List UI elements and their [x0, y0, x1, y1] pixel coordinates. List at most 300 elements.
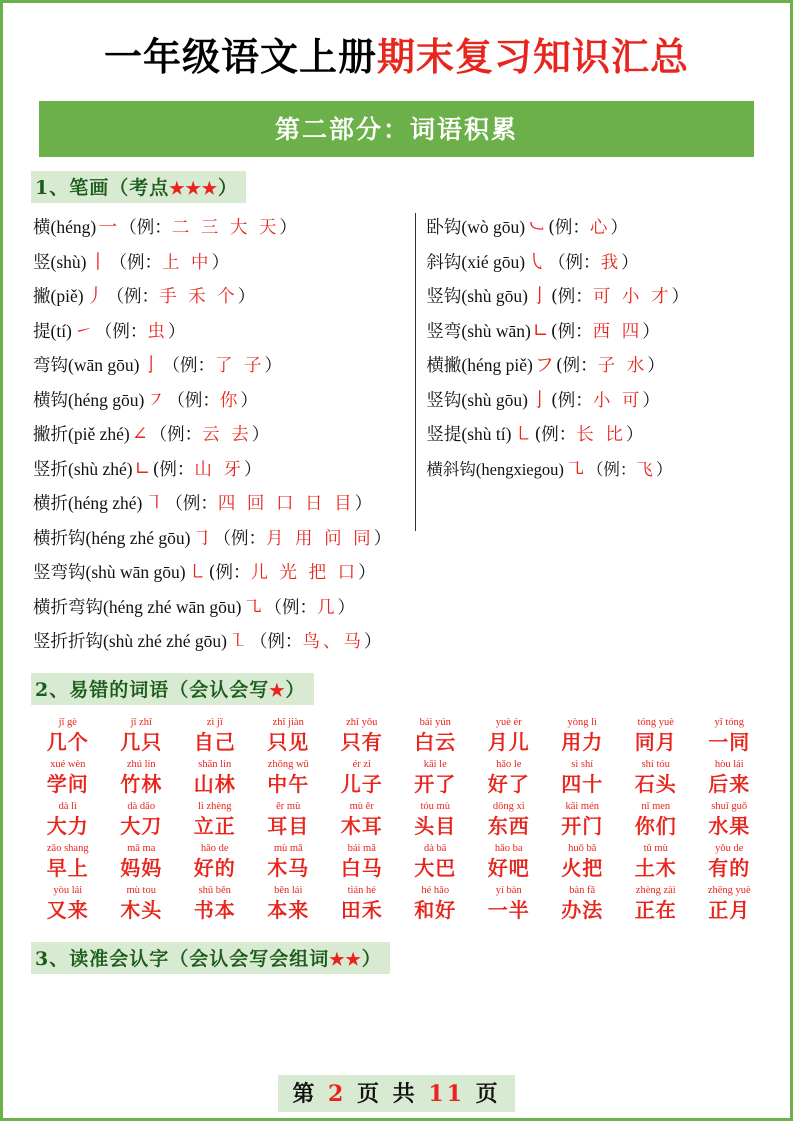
example-chars: 长 比: [576, 425, 626, 446]
word-hanzi: 木马: [267, 856, 310, 881]
word-hanzi: 几只: [120, 730, 163, 755]
stroke-name: 竖: [33, 252, 51, 273]
word-cell: [31, 843, 105, 882]
stroke-pinyin: (shù gōu): [461, 389, 528, 410]
word-pinyin: hǎo de: [200, 843, 229, 855]
word-cell: [325, 801, 399, 840]
word-hanzi: 和好: [414, 898, 457, 923]
word-cell: [105, 885, 179, 924]
word-hanzi: 土木: [634, 856, 677, 881]
heading-confusable-end: ）: [285, 679, 306, 702]
word-cell: [619, 759, 693, 798]
word-pinyin: tǔ mù: [643, 843, 668, 855]
word-pinyin: ěr mù: [276, 801, 301, 813]
word-cell: [178, 885, 252, 924]
heading-confusable-stars: ★: [269, 681, 286, 702]
example-close: ）: [240, 390, 258, 411]
stroke-pinyin: (xié gōu): [461, 251, 526, 272]
stroke-name: 竖弯钩: [33, 563, 86, 584]
example-open: (例：: [548, 218, 590, 239]
stroke-name: 卧钩: [426, 218, 462, 239]
example-open: (例：: [550, 287, 593, 308]
example-open: (例：: [152, 459, 195, 480]
example-open: （例：: [106, 287, 160, 308]
stroke-glyph: 亅: [141, 354, 161, 377]
word-pinyin: kāi le: [423, 759, 447, 771]
word-pinyin: dōng xi: [492, 801, 525, 813]
stroke-glyph: ㇄: [187, 561, 207, 584]
stroke-pinyin: (hengxiegou): [475, 459, 564, 479]
stroke-row: [33, 314, 408, 349]
example-chars: 西 四: [592, 321, 643, 342]
example-close: ）: [243, 459, 262, 480]
word-cell: [178, 759, 252, 798]
word-hanzi: 你们: [634, 814, 677, 839]
word-hanzi: 好了: [487, 772, 530, 797]
stroke-pinyin: (héng zhé wān gōu): [103, 596, 242, 617]
stroke-row: [426, 418, 766, 453]
word-pinyin: zǎo shang: [46, 843, 89, 855]
word-pinyin: sì shí: [571, 759, 594, 771]
stroke-name: 竖折: [33, 459, 68, 480]
word-cell: [105, 801, 179, 840]
example-open: (例：: [550, 390, 593, 411]
stroke-pinyin: (piě): [50, 286, 84, 307]
stroke-pinyin: (shù zhé): [68, 458, 133, 479]
example-close: ）: [642, 390, 660, 411]
stroke-name: 竖弯: [426, 321, 462, 342]
example-chars: 了 子: [214, 356, 265, 377]
example-close: ）: [625, 425, 644, 446]
word-cell: [325, 885, 399, 924]
stroke-row: [426, 349, 766, 384]
example-chars: 虫: [147, 321, 168, 342]
word-pinyin: yòng lì: [567, 717, 597, 729]
word-hanzi: 正在: [634, 898, 677, 923]
word-cell: [105, 759, 179, 798]
stroke-name: 斜钩: [426, 252, 462, 273]
word-pinyin: yǒu de: [715, 843, 744, 855]
stroke-pinyin: (héng zhé): [68, 493, 143, 514]
stroke-row: [33, 418, 408, 453]
footer-middle: 页 共: [357, 1081, 418, 1107]
word-cell: [105, 717, 179, 756]
word-pinyin: nǐ men: [641, 801, 671, 813]
example-open: (例：: [555, 356, 598, 377]
stroke-pinyin: (shù gōu): [461, 286, 528, 307]
word-cell: [472, 759, 546, 798]
stroke-row: [33, 452, 408, 487]
word-cell: [546, 717, 620, 756]
word-hanzi: 东西: [487, 814, 530, 839]
page-content: [3, 3, 790, 1118]
stroke-row: [426, 383, 766, 418]
example-chars: 山 牙: [194, 459, 244, 480]
stroke-row: [33, 245, 408, 280]
example-chars: 子 水: [597, 356, 648, 377]
stroke-glyph: ∟: [134, 457, 151, 480]
word-pinyin: yī tóng: [714, 717, 744, 729]
example-open: （例：: [119, 218, 172, 239]
word-pinyin: kāi mén: [565, 801, 600, 813]
stroke-pinyin: (shù wān gōu): [85, 562, 186, 583]
example-chars: 心: [589, 218, 611, 239]
stroke-pinyin: (héng gōu): [68, 389, 145, 410]
stroke-pinyin: (piě zhé): [68, 424, 130, 445]
stroke-glyph: ㇀: [73, 319, 93, 342]
example-close: ）: [337, 597, 356, 618]
stroke-name: 竖钩: [426, 390, 462, 411]
word-cell: [178, 801, 252, 840]
word-cell: [399, 759, 473, 798]
word-hanzi: 后来: [708, 772, 751, 797]
word-cell: [178, 843, 252, 882]
word-pinyin: jǐ gè: [58, 717, 77, 729]
word-cell: [472, 885, 546, 924]
word-pinyin: xué wèn: [50, 759, 86, 771]
example-close: ）: [237, 287, 256, 308]
word-hanzi: 立正: [193, 814, 236, 839]
stroke-glyph: ㇕: [144, 492, 164, 515]
footer-current-page: 2: [328, 1081, 347, 1107]
stroke-pinyin: (shù): [50, 251, 87, 272]
word-cell: [619, 843, 693, 882]
word-hanzi: 田禾: [340, 898, 383, 923]
heading-recognize-stars: ★★: [329, 950, 362, 971]
example-open: （例：: [149, 425, 203, 446]
word-cell: [693, 843, 767, 882]
footer-total-pages: 11: [428, 1081, 465, 1107]
word-hanzi: 中午: [267, 772, 310, 797]
example-close: ）: [211, 252, 230, 273]
word-hanzi: 大力: [46, 814, 89, 839]
word-cell: [546, 759, 620, 798]
word-pinyin: lì zhèng: [197, 801, 232, 813]
stroke-row: [33, 349, 408, 384]
word-hanzi: 本来: [267, 898, 310, 923]
word-cell: [399, 885, 473, 924]
strokes-right-column: [408, 211, 766, 487]
word-pinyin: zhǐ jiàn: [272, 717, 304, 729]
word-hanzi: 山林: [193, 772, 236, 797]
section-banner: 第二部分：词语积累: [39, 101, 754, 157]
word-pinyin: tóu mù: [420, 801, 450, 813]
word-pinyin: huǒ bǎ: [568, 843, 597, 855]
word-pinyin: yuè ér: [495, 717, 522, 729]
example-close: ）: [358, 563, 376, 584]
word-hanzi: 头目: [414, 814, 457, 839]
word-cell: [399, 843, 473, 882]
word-cell: [399, 717, 473, 756]
word-pinyin: shí tóu: [641, 759, 670, 771]
stroke-name: 撇折: [33, 425, 68, 446]
stroke-name: 竖钩: [426, 287, 462, 308]
example-close: ）: [264, 356, 283, 377]
word-pinyin: yòu lái: [53, 885, 83, 897]
strokes-columns: [33, 211, 766, 487]
word-cell: [693, 759, 767, 798]
example-chars: 云 去: [202, 425, 252, 446]
word-pinyin: shū běn: [198, 885, 231, 897]
footer-prefix: 第: [292, 1081, 318, 1107]
word-pinyin: mù tou: [126, 885, 156, 897]
word-cell: [693, 801, 767, 840]
example-open: （例：: [162, 356, 215, 377]
word-cell: [619, 717, 693, 756]
word-cell: [693, 717, 767, 756]
example-close: ）: [354, 494, 373, 515]
word-cell: [472, 717, 546, 756]
word-pinyin: běn lái: [274, 885, 303, 897]
example-chars: 我: [600, 252, 622, 273]
word-hanzi: 白马: [340, 856, 383, 881]
word-cell: [693, 885, 767, 924]
example-close: ）: [251, 425, 270, 446]
word-cell: [399, 801, 473, 840]
word-cell: [105, 843, 179, 882]
word-hanzi: 开了: [414, 772, 457, 797]
stroke-glyph: ㇈: [565, 457, 585, 480]
stroke-name: 横折: [33, 494, 68, 515]
example-chars: 几: [317, 597, 338, 618]
example-chars: 飞: [636, 459, 656, 479]
example-open: （例：: [264, 597, 318, 618]
strokes-full-width-rows: [33, 487, 766, 660]
stroke-glyph: 丨: [88, 250, 108, 273]
word-hanzi: 又来: [46, 898, 89, 923]
example-close: ）: [363, 632, 382, 653]
word-cell: [252, 801, 326, 840]
example-open: （例：: [586, 459, 637, 479]
word-hanzi: 木头: [120, 898, 163, 923]
stroke-glyph: ㇆: [192, 526, 212, 549]
word-pinyin: zhōng wǔ: [267, 759, 309, 771]
stroke-glyph: 亅: [529, 285, 549, 308]
title-black-part: 一年级语文上册: [103, 34, 377, 79]
word-hanzi: 耳目: [267, 814, 310, 839]
word-cell: [472, 843, 546, 882]
example-chars: 鸟、马: [302, 632, 364, 653]
stroke-glyph: 一: [98, 216, 118, 239]
word-cell: [178, 717, 252, 756]
word-pinyin: hǎo ba: [494, 843, 523, 855]
word-pinyin: tóng yuè: [637, 717, 674, 729]
stroke-pinyin: (wò gōu): [461, 217, 526, 238]
word-pinyin: mù ěr: [349, 801, 374, 813]
word-hanzi: 有的: [708, 856, 751, 881]
footer-suffix: 页: [475, 1081, 501, 1107]
word-hanzi: 只见: [267, 730, 310, 755]
page-title: [27, 35, 766, 79]
word-pinyin: dà lì: [58, 801, 77, 813]
word-pinyin: bái mǎ: [347, 843, 376, 855]
page-footer: [3, 1075, 790, 1112]
word-hanzi: 一半: [487, 898, 530, 923]
heading-confusable-label: 2、易错的词语（会认会写: [35, 679, 270, 702]
example-close: ）: [167, 321, 186, 342]
stroke-pinyin: (héng zhé gōu): [85, 527, 191, 548]
stroke-row: [426, 280, 766, 315]
stroke-glyph: 丿: [85, 285, 105, 308]
word-hanzi: 用力: [561, 730, 604, 755]
heading-strokes-stars: ★★★: [169, 178, 218, 199]
word-pinyin: zì jǐ: [206, 717, 223, 729]
word-hanzi: 石头: [634, 772, 677, 797]
word-hanzi: 早上: [46, 856, 89, 881]
word-cell: [252, 885, 326, 924]
stroke-name: 撇: [33, 287, 51, 308]
example-open: （例：: [109, 252, 162, 273]
stroke-row: [33, 280, 408, 315]
stroke-name: 横折钩: [33, 528, 86, 549]
heading-strokes: [31, 171, 246, 203]
word-pinyin: dà dāo: [127, 801, 156, 813]
word-pinyin: bái yún: [419, 717, 451, 729]
example-chars: 小 可: [592, 390, 643, 411]
word-cell: [31, 717, 105, 756]
word-hanzi: 大巴: [414, 856, 457, 881]
example-close: ）: [610, 218, 628, 239]
word-hanzi: 几个: [46, 730, 89, 755]
stroke-name: 横钩: [33, 390, 68, 411]
example-open: (例：: [534, 425, 577, 446]
stroke-pinyin: (shù tí): [461, 424, 512, 445]
heading-recognize-characters: [31, 942, 390, 974]
stroke-glyph: ∟: [532, 319, 549, 342]
stroke-glyph: ㇅: [228, 630, 248, 653]
stroke-row: [426, 245, 766, 280]
heading-strokes-label: 1、笔画（考点: [35, 176, 170, 199]
stroke-row: [33, 211, 408, 246]
word-hanzi: 火把: [561, 856, 604, 881]
word-hanzi: 好的: [193, 856, 236, 881]
word-hanzi: 一同: [708, 730, 751, 755]
stroke-name: 提: [33, 321, 51, 342]
stroke-glyph: ㇈: [243, 595, 263, 618]
word-cell: [252, 717, 326, 756]
stroke-row: [33, 556, 766, 591]
word-pinyin: zhú lín: [126, 759, 156, 771]
word-pinyin: hòu lái: [714, 759, 744, 771]
word-hanzi: 同月: [634, 730, 677, 755]
word-pinyin: jǐ zhī: [130, 717, 152, 729]
column-divider: [415, 213, 416, 531]
example-chars: 月 用 问 同: [265, 528, 374, 549]
title-red-part: 期末复习知识汇总: [377, 34, 690, 79]
stroke-row: [33, 590, 766, 625]
stroke-name: 弯钩: [33, 356, 68, 377]
stroke-glyph: ㇇: [146, 388, 166, 411]
word-cell: [325, 759, 399, 798]
stroke-name: 横斜钩: [426, 459, 476, 479]
word-hanzi: 只有: [340, 730, 383, 755]
example-close: ）: [655, 459, 673, 479]
word-pinyin: dà bā: [424, 843, 447, 855]
example-close: ）: [621, 252, 639, 273]
stroke-name: 横: [33, 218, 51, 239]
stroke-glyph: ㇄: [513, 423, 533, 446]
word-hanzi: 儿子: [340, 772, 383, 797]
word-hanzi: 四十: [561, 772, 604, 797]
stroke-pinyin: (wān gōu): [68, 355, 140, 376]
stroke-row: [426, 452, 766, 486]
example-open: （例：: [94, 321, 148, 342]
stroke-row: [33, 521, 766, 556]
word-cell: [31, 885, 105, 924]
word-hanzi: 大刀: [120, 814, 163, 839]
example-close: ）: [642, 321, 660, 342]
word-hanzi: 水果: [708, 814, 751, 839]
word-pinyin: yí bàn: [495, 885, 522, 897]
word-cell: [546, 843, 620, 882]
word-pinyin: hǎo le: [496, 759, 522, 771]
example-close: ）: [279, 218, 297, 239]
example-chars: 你: [219, 390, 241, 411]
stroke-glyph: ㇃: [527, 216, 547, 239]
stroke-name: 竖折折钩: [33, 632, 103, 653]
stroke-pinyin: (héng piě): [461, 355, 533, 376]
example-chars: 可 小 才: [592, 287, 672, 308]
heading-confusable-words: [31, 673, 314, 705]
stroke-name: 竖提: [426, 425, 462, 446]
stroke-row: [426, 211, 766, 246]
word-hanzi: 木耳: [340, 814, 383, 839]
word-cell: [31, 801, 105, 840]
strokes-left-column: [33, 211, 408, 487]
example-open: (例：: [550, 321, 593, 342]
word-grid: [31, 717, 766, 924]
stroke-glyph: 亅: [529, 388, 549, 411]
word-pinyin: zhēng yuè: [707, 885, 751, 897]
word-cell: [325, 717, 399, 756]
heading-recognize-end: ）: [361, 948, 382, 971]
word-hanzi: 正月: [708, 898, 751, 923]
word-cell: [619, 885, 693, 924]
word-pinyin: tián hé: [347, 885, 376, 897]
word-cell: [472, 801, 546, 840]
word-hanzi: 学问: [46, 772, 89, 797]
word-cell: [31, 759, 105, 798]
word-pinyin: hé hǎo: [421, 885, 450, 897]
word-pinyin: ér zi: [352, 759, 371, 771]
example-open: （例：: [213, 528, 266, 549]
word-cell: [325, 843, 399, 882]
word-pinyin: mù mǎ: [273, 843, 303, 855]
word-cell: [546, 801, 620, 840]
word-cell: [252, 843, 326, 882]
word-hanzi: 自己: [193, 730, 236, 755]
example-chars: 四 回 口 日 目: [217, 494, 355, 515]
stroke-glyph: ∠: [131, 423, 148, 446]
stroke-row: [33, 383, 408, 418]
example-chars: 二 三 大 天: [171, 218, 280, 239]
word-pinyin: zhèng zài: [635, 885, 676, 897]
example-chars: 上 中: [161, 252, 212, 273]
example-open: （例：: [548, 252, 601, 273]
stroke-glyph: フ: [534, 354, 554, 377]
example-close: ）: [373, 528, 392, 549]
stroke-row: [426, 314, 766, 349]
example-chars: 手 禾 个: [159, 287, 238, 308]
example-close: ）: [671, 287, 689, 308]
example-open: （例：: [167, 390, 220, 411]
word-hanzi: 竹林: [120, 772, 163, 797]
example-chars: 儿 光 把 口: [250, 563, 359, 584]
stroke-pinyin: (shù wān): [461, 320, 531, 341]
word-pinyin: shuǐ guǒ: [711, 801, 748, 813]
stroke-pinyin: (tí): [50, 320, 72, 341]
word-hanzi: 开门: [561, 814, 604, 839]
